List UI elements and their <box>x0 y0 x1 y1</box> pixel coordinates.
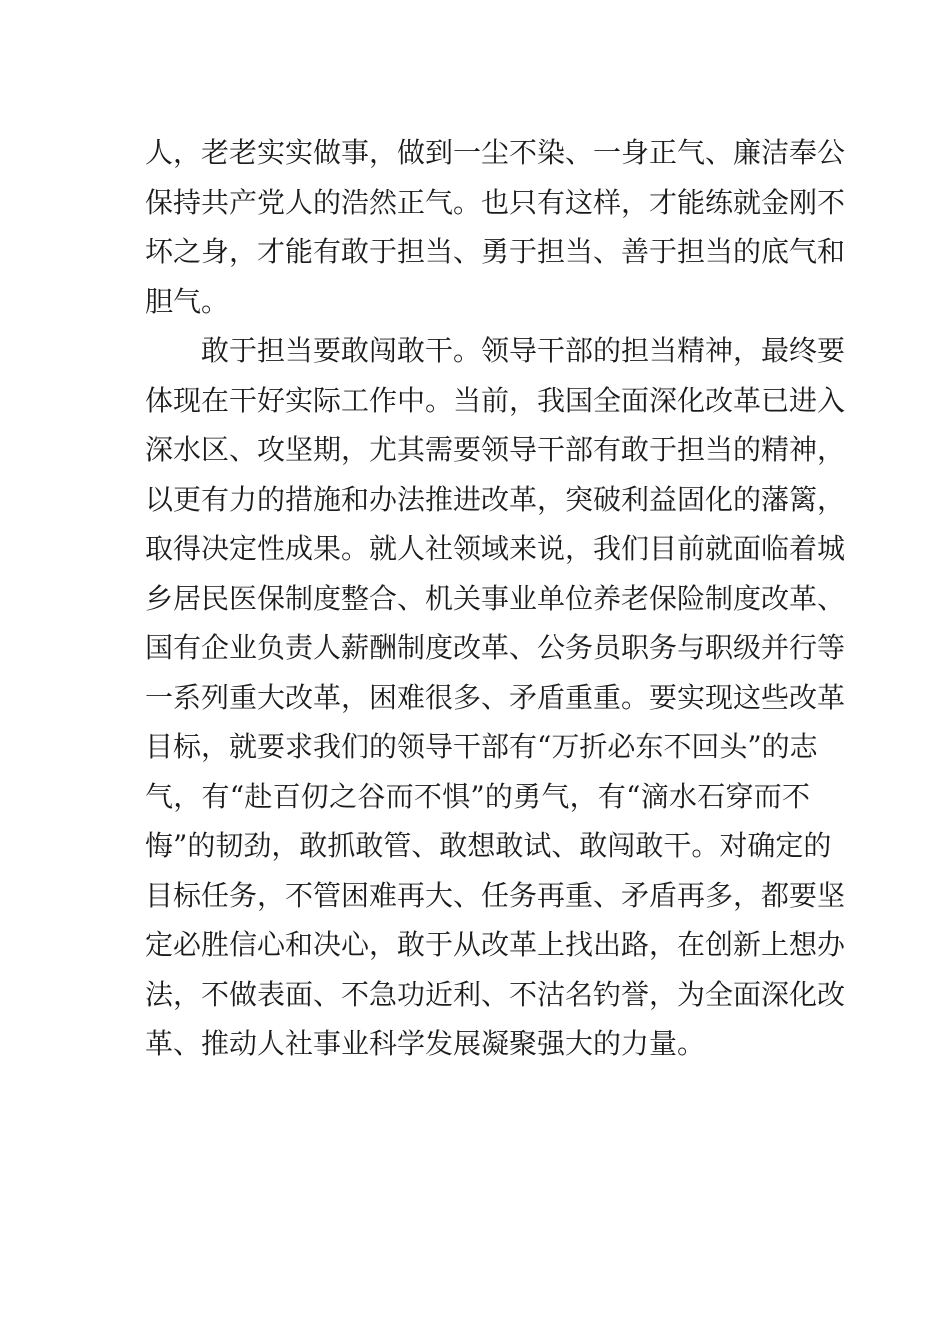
text-line: 人，老老实实做事，做到一尘不染、一身正气、廉洁奉公 <box>145 136 846 169</box>
text-line: 以更有力的措施和办法推进改革，突破利益固化的藩篱， <box>145 482 846 516</box>
text-line: 取得决定性成果。就人社领域来说，我们目前就面临着城 <box>145 532 846 565</box>
paragraph-start-line: 敢于担当要敢闯敢干。领导干部的担当精神，最终要 <box>201 334 846 367</box>
text-line: 深水区、攻坚期，尤其需要领导干部有敢于担当的精神， <box>145 433 846 466</box>
text-line: 气，有“赴百仞之谷而不惧”的勇气，有“滴水石穿而不 <box>145 779 810 813</box>
text-line: 乡居民医保制度整合、机关事业单位养老保险制度改革、 <box>145 581 846 615</box>
text-line: 目标任务，不管困难再大、任务再重、矛盾再多，都要坚 <box>145 878 846 912</box>
text-line: 胆气。 <box>145 284 230 318</box>
text-line: 保持共产党人的浩然正气。也只有这样，才能练就金刚不 <box>145 185 846 219</box>
body-text <box>145 128 846 1069</box>
text-line: 一系列重大改革，困难很多、矛盾重重。要实现这些改革 <box>145 680 846 714</box>
text-line: 国有企业负责人薪酬制度改革、公务员职务与职级并行等 <box>145 631 846 664</box>
text-line: 目标，就要求我们的领导干部有“万折必东不回头”的志 <box>145 730 818 763</box>
text-line: 体现在干好实际工作中。当前，我国全面深化改革已进入 <box>145 383 846 417</box>
text-line: 坏之身，才能有敢于担当、勇于担当、善于担当的底气和 <box>145 235 846 268</box>
text-line: 革、推动人社事业科学发展凝聚强大的力量。 <box>145 1027 706 1060</box>
text-line: 法，不做表面、不急功近利、不沽名钓誉，为全面深化改 <box>145 977 846 1011</box>
text-line: 定必胜信心和决心，敢于从改革上找出路，在创新上想办 <box>145 928 846 961</box>
text-line: 悔”的韧劲，敢抓敢管、敢想敢试、敢闯敢干。对确定的 <box>145 829 832 862</box>
